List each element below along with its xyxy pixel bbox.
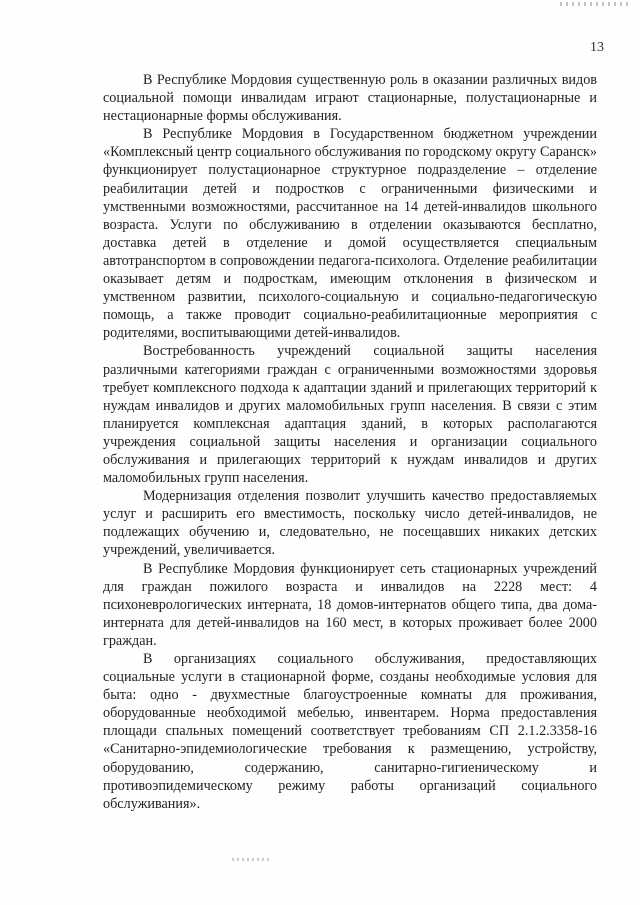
paragraph-living-conditions: В организациях социального обслуживания, предоставляющих социальные услуги в стационарной форме, созданы необходимые условия для быта: одно - двухместные благоустроенные комнаты для проживания, оборудованные необходимой мебелью, инвентарем. Норма предоставления площади спальных помещений соответствует требованиям СП 2.1.2.3358-16 «Санитарно-эпидемиологические требования к размещению, устройству, оборудованию, содержанию, санитарно-гигиеническому и противоэпидемическому режиму работы организаций социального обслуживания».: [103, 651, 597, 812]
scan-artifact-bottom: [232, 858, 272, 861]
paragraph-adaptation-of-buildings: Востребованность учреждений социальной защиты населения различными категориями граждан с ограниченными возможностями здоровья требует комплексного подхода к адаптации зданий и прилегающих территорий к нуждам инвалидов и других маломобильных групп населения. В связи с этим планируется комплексная адаптация зданий, в которых располагаются учреждения социальной защиты населения и организации социального обслуживания и прилегающих территорий к нуждам инвалидов и других маломобильных групп населения.: [103, 343, 597, 487]
paragraph-stationary-institutions: В Республике Мордовия функционирует сеть стационарных учреждений для граждан пожилого возраста и инвалидов на 2228 мест: 4 психоневрологических интерната, 18 домов-интернатов общего типа, два дома-интерната для детей-инвалидов на 160 мест, в которых проживает более 2000 граждан.: [103, 560, 597, 649]
paragraph-rehabilitation-department: В Республике Мордовия в Государственном бюджетном учреждении «Комплексный центр социального обслуживания по городскому округу Саранск» функционирует полустационарное структурное подразделение – отделение реабилитации детей и подростков с ограниченными физическими и умственными возможностями, рассчитанное на 14 детей-инвалидов школьного возраста. Услуги по обслуживанию в отделении оказываются бесплатно, доставка детей в отделение и домой осуществляется специальным автотранспортом в сопровождении педагога-психолога. Отделение реабилитации оказывает детям и подросткам, имеющим отклонения в физическом и умственном развитии, психолого-социальную и социально-педагогическую помощь, а также проводит социально-реабилитационные мероприятия с родителями, воспитывающими детей-инвалидов.: [103, 126, 597, 342]
paragraph-modernization: Модернизация отделения позволит улучшить качество предоставляемых услуг и расширить его вместимость, поскольку число детей-инвалидов, не подлежащих обучению и, следовательно, не посещавших никаких детских учреждений, увеличивается.: [103, 488, 597, 559]
page-number: 13: [590, 40, 604, 55]
scan-artifact-top: [560, 2, 630, 6]
document-body: [103, 71, 597, 813]
paragraph-roles-of-service-forms: В Республике Мордовия существенную роль в оказании различных видов социальной помощи инвалидам играют стационарные, полустационарные и нестационарные формы обслуживания.: [103, 72, 597, 125]
